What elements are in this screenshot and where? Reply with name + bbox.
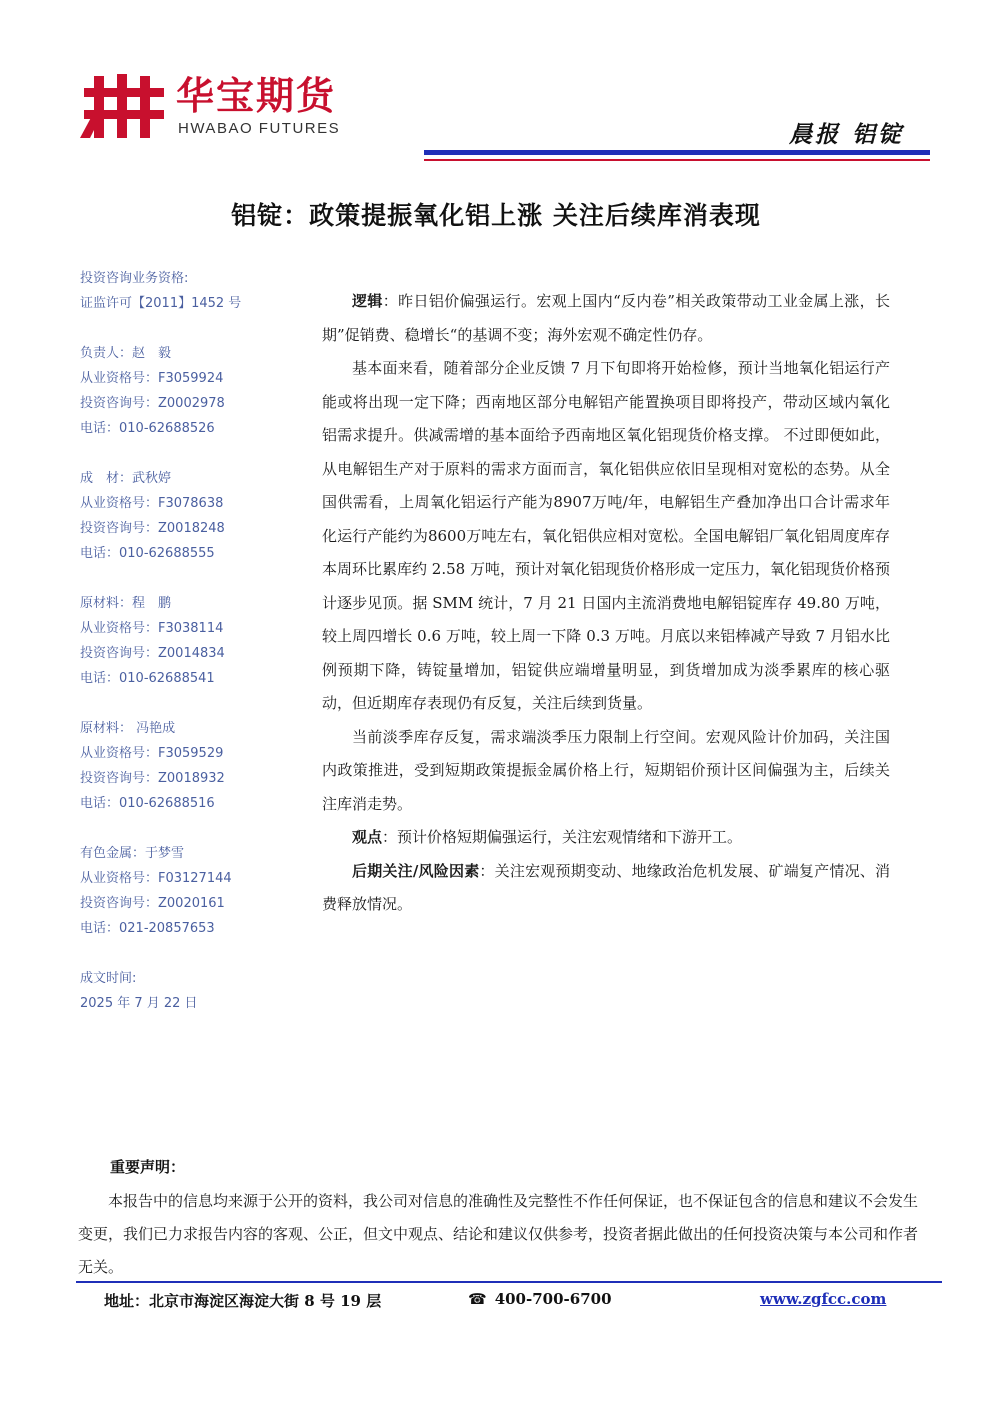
footer-phone — [468, 1290, 612, 1308]
analyst-block — [80, 841, 310, 941]
analyst-role: 原材料：程 鹏 — [80, 596, 172, 611]
analyst-phone: 电话：010-62688555 — [80, 546, 215, 561]
analyst-block — [80, 591, 310, 691]
date-label: 成文时间: — [80, 971, 137, 986]
analyst-qualification: 从业资格号：F3078638 — [80, 496, 224, 511]
page-title: 铝锭：政策提振氧化铝上涨 关注后续库消表现 — [231, 201, 761, 230]
analyst-phone: 电话：021-20857653 — [80, 921, 215, 936]
view-paragraph — [322, 821, 890, 855]
analyst-role: 成 材：武秋婷 — [80, 471, 172, 486]
logic-label: 逻辑 — [352, 292, 383, 310]
risk-label: 后期关注/风险因素 — [352, 861, 480, 880]
disclaimer-title: 重要声明： — [110, 1158, 186, 1176]
header-rule-blue — [424, 150, 930, 155]
analyst-role: 原材料： 冯艳成 — [80, 721, 176, 736]
analyst-consult-number: 投资咨询号：Z0020161 — [80, 896, 225, 911]
analyst-qualification: 从业资格号：F03127144 — [80, 871, 232, 886]
logo-text-cn: 华宝期货 — [176, 74, 337, 118]
logic-text: ：昨日铝价偏强运行。宏观上国内“反内卷”相关政策带动工业金属上涨，长期”促销费、稳增长“的基调不变；海外宏观不确定性仍存。 — [322, 292, 890, 344]
analyst-consult-number: 投资咨询号：Z0002978 — [80, 396, 225, 411]
footer-address: 地址：北京市海淀区海淀大街 8 号 19 层 — [104, 1292, 382, 1310]
analyst-sidebar — [80, 266, 310, 1016]
analyst-consult-number: 投资咨询号：Z0018932 — [80, 771, 225, 786]
report-type-label: 晨报 铝锭 — [788, 121, 904, 148]
phone-icon: ☎ — [468, 1290, 487, 1308]
license-value: 证监许可【2011】1452 号 — [80, 296, 242, 311]
date-value: 2025 年 7 月 22 日 — [80, 996, 198, 1011]
view-label: 观点 — [352, 828, 383, 846]
logic-paragraph — [322, 285, 890, 352]
risk-text: ：关注宏观预期变动、地缘政治危机发展、矿端复产情况、消费释放情况。 — [322, 861, 890, 913]
logo-mark-icon — [80, 72, 168, 140]
analyst-phone: 电话：010-62688541 — [80, 671, 215, 686]
analyst-qualification: 从业资格号：F3059924 — [80, 371, 224, 386]
header-rule-red — [424, 159, 930, 161]
fundamentals-paragraph: 基本面来看，随着部分企业反馈 7 月下旬即将开始检修，预计当地氧化铝运行产能或将出现一定下降；西南地区部分电解铝产能置换项目即将投产，带动区域内氧化铝需求提升。供减需增的基本面给予西南地区氧化铝现货价格支撑。 不过即便如此，从电解铝生产对于原料的需求方面而言，氧化铝供应依旧呈现相对宽松的态势。从全国供需看，上周氧化铝运行产能为8907万吨/年，电解铝生产叠加净出口合计需求年化运行产能约为8600万吨左右，氧化铝供应相对宽松。全国电解铝厂氧化铝周度库存本周环比累库约 2.58 万吨，预计对氧化铝现货价格形成一定压力，氧化铝现货价格预计逐步见顶。据 SMM 统计，7 月 21 日国内主流消费地电解铝锭库存 49.80 万吨，较上周四增长 0.6 万吨，较上周一下降 0.3 万吨。月底以来铝棒减产导致 7 月铝水比例预期下降，铸锭量增加，铝锭供应端增量明显，到货增加成为淡季累库的核心驱动，但近期库存表现仍有反复，关注后续到货量。 — [322, 359, 890, 712]
analyst-consult-number: 投资咨询号：Z0018248 — [80, 521, 225, 536]
analyst-consult-number: 投资咨询号：Z0014834 — [80, 646, 225, 661]
footer-website-link[interactable]: www.zgfcc.com — [760, 1290, 887, 1308]
analyst-qualification: 从业资格号：F3059529 — [80, 746, 224, 761]
disclaimer-text: 本报告中的信息均来源于公开的资料，我公司对信息的准确性及完整性不作任何保证，也不保证包含的信息和建议不会发生变更，我们已力求报告内容的客观、公正，但文中观点、结论和建议仅供参考，投资者据此做出的任何投资决策与本公司和作者无关。 — [78, 1192, 919, 1276]
footer-phone-number: 400-700-6700 — [494, 1290, 612, 1308]
logo-text-en: HWABAO FUTURES — [178, 120, 341, 137]
analyst-block — [80, 466, 310, 566]
risk-paragraph — [322, 855, 890, 922]
outlook-paragraph: 当前淡季库存反复，需求端淡季压力限制上行空间。宏观风险计价加码，关注国内政策推进，受到短期政策提振金属价格上行，短期铝价预计区间偏强为主，后续关注库消走势。 — [322, 727, 890, 813]
footer-rule — [76, 1281, 942, 1283]
analyst-phone: 电话：010-62688526 — [80, 421, 215, 436]
view-text: ：预计价格短期偏强运行，关注宏观情绪和下游开工。 — [382, 828, 743, 846]
analyst-block — [80, 341, 310, 441]
analyst-role: 有色金属：于梦雪 — [80, 846, 185, 861]
license-label: 投资咨询业务资格: — [80, 271, 189, 286]
analyst-qualification: 从业资格号：F3038114 — [80, 621, 224, 636]
report-body — [322, 285, 890, 922]
analyst-role: 负责人：赵 毅 — [80, 346, 172, 361]
company-logo — [80, 72, 380, 142]
analyst-block — [80, 716, 310, 816]
analyst-phone: 电话：010-62688516 — [80, 796, 215, 811]
